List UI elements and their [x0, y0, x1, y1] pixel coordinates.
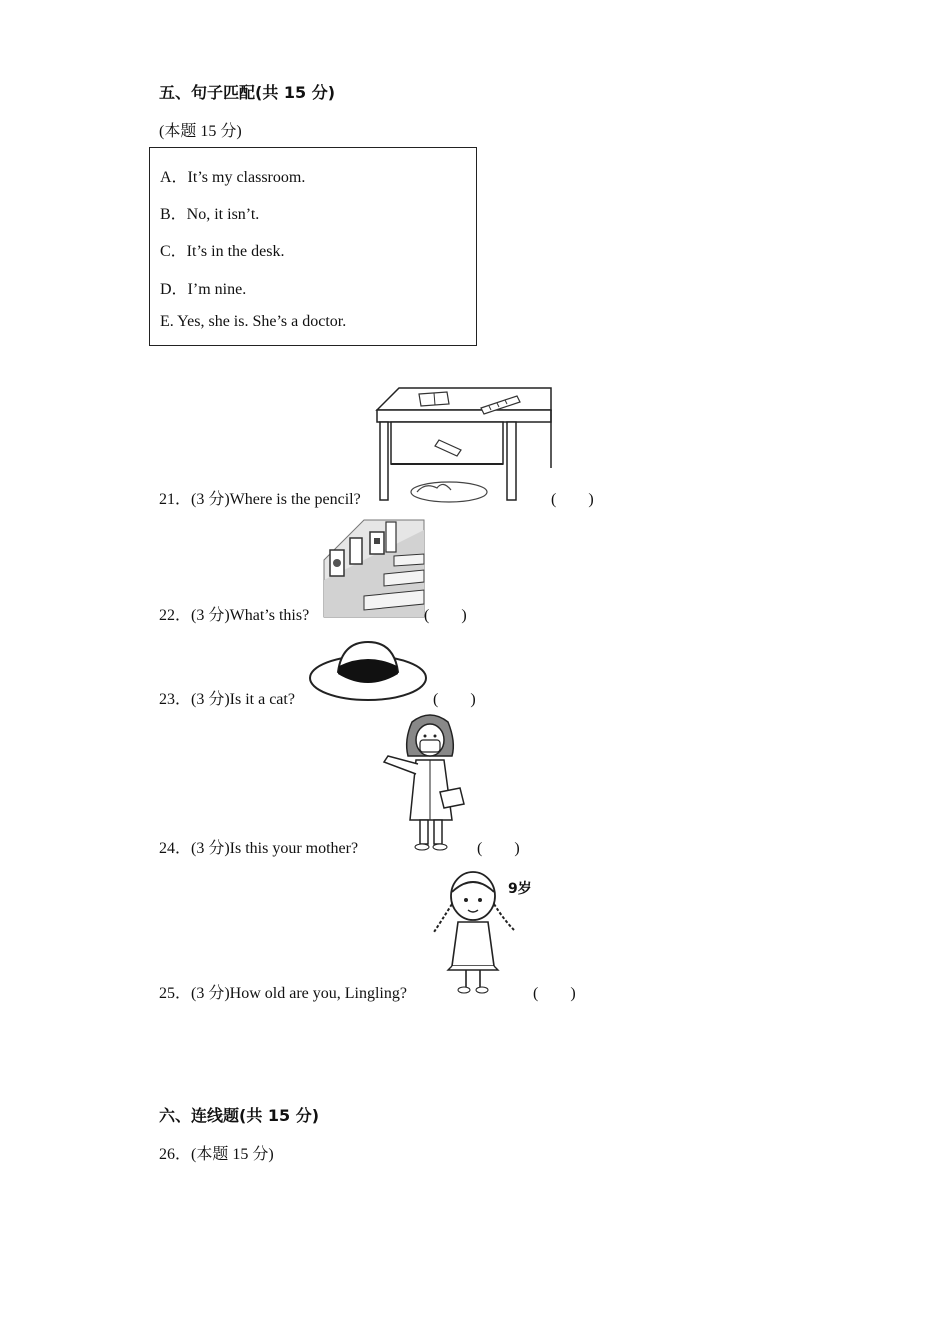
option-b: B．No, it isn’t.	[160, 206, 260, 223]
hat-image	[308, 638, 428, 702]
desk-pencil-image	[377, 388, 553, 500]
answer-blank-24[interactable]: ( )	[477, 840, 520, 857]
answer-blank-21[interactable]: ( )	[551, 491, 594, 508]
answer-blank-23[interactable]: ( )	[433, 691, 476, 708]
doctor-woman-image	[380, 712, 466, 852]
age-caption: 9岁	[508, 881, 532, 897]
option-a: A．It’s my classroom.	[160, 169, 306, 186]
question-25: 25．(3 分)How old are you, Lingling?	[159, 985, 407, 1002]
answer-blank-22[interactable]: ( )	[424, 607, 467, 624]
section-5-note: (本题 15 分)	[159, 123, 242, 140]
answer-blank-25[interactable]: ( )	[533, 985, 576, 1002]
option-e: E. Yes, she is. She’s a doctor.	[160, 313, 347, 330]
section-6-title: 六、连线题(共 15 分)	[159, 1106, 320, 1125]
option-d: D．I’m nine.	[160, 281, 247, 298]
options-box	[149, 147, 477, 346]
question-21: 21．(3 分)Where is the pencil?	[159, 491, 361, 508]
question-23: 23．(3 分)Is it a cat?	[159, 691, 295, 708]
classroom-image	[324, 520, 424, 617]
option-c: C．It’s in the desk.	[160, 243, 285, 260]
question-24: 24．(3 分)Is this your mother?	[159, 840, 359, 857]
question-22: 22．(3 分)What’s this?	[159, 607, 310, 624]
question-26: 26．(本题 15 分)	[159, 1146, 274, 1163]
section-5-title: 五、句子匹配(共 15 分)	[159, 83, 336, 102]
